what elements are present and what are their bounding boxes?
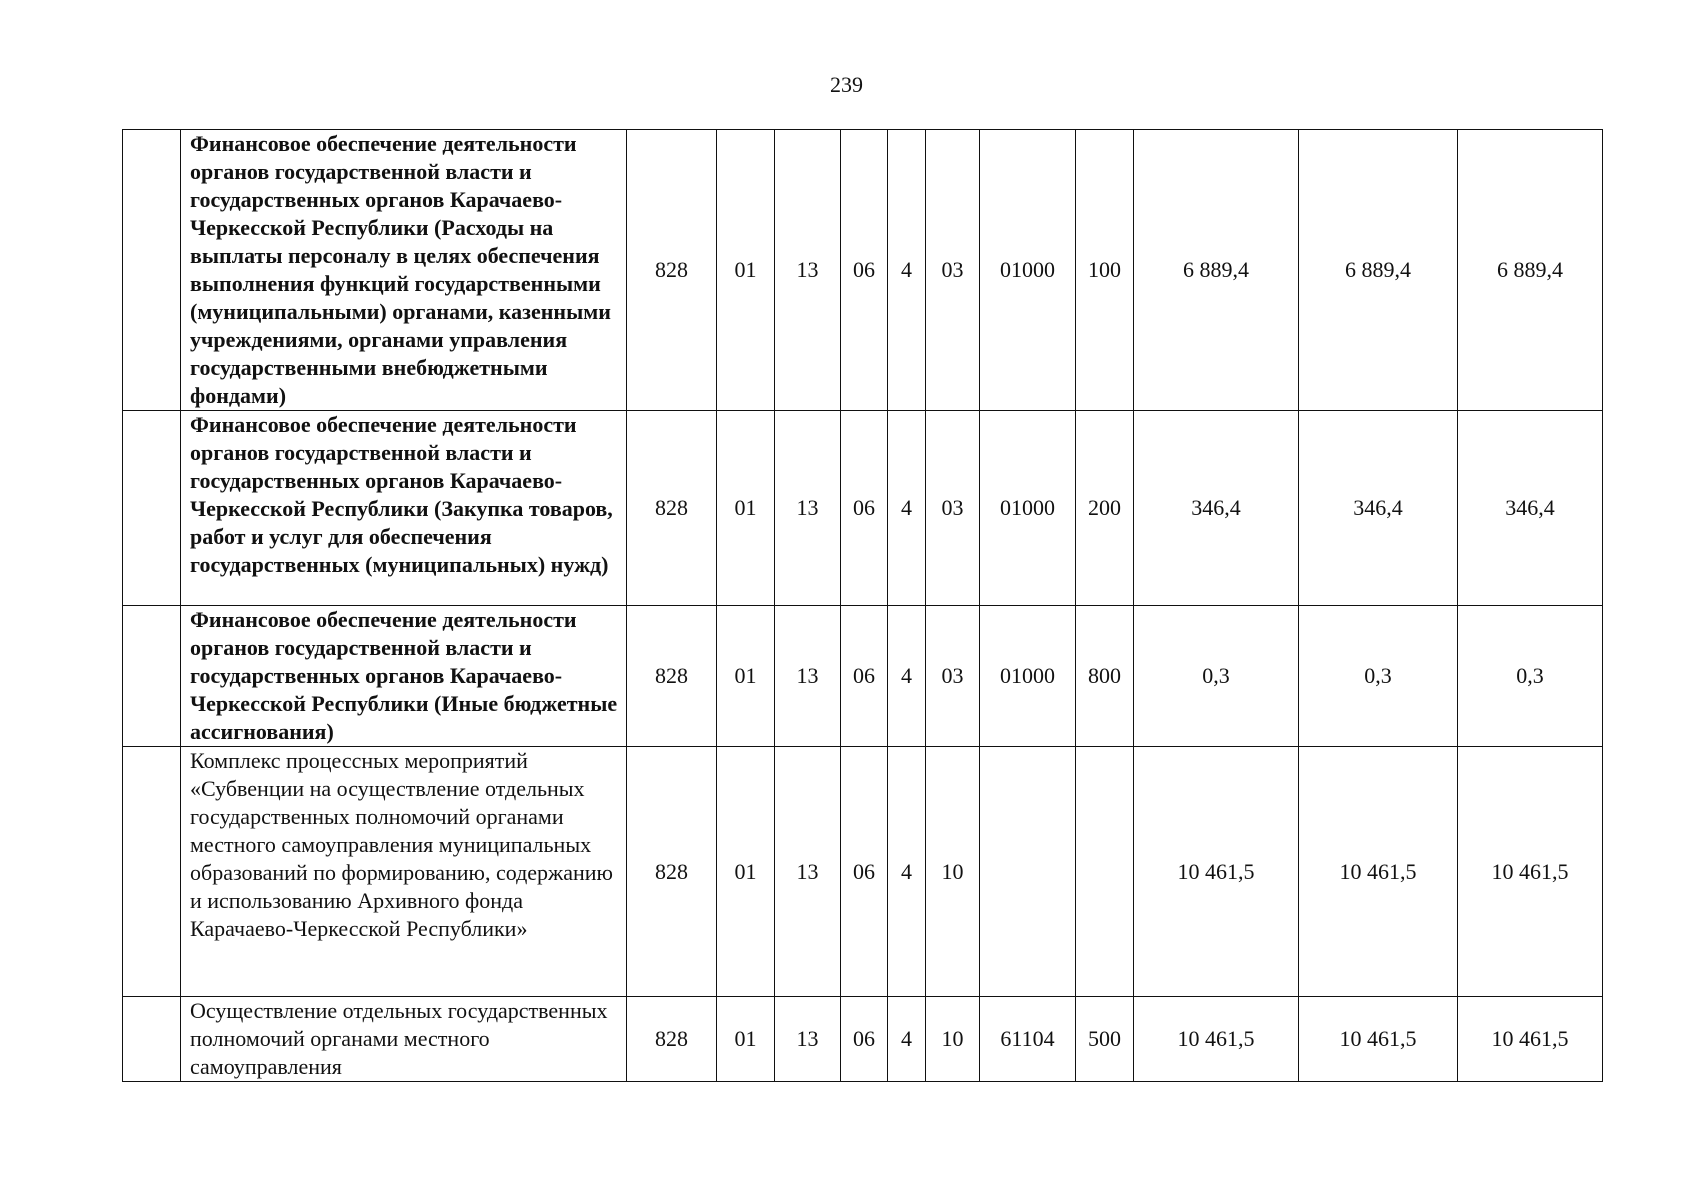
code-direction-cell: 01000 [980, 411, 1076, 606]
code-section-cell: 01 [717, 606, 775, 747]
row-index-cell [123, 606, 181, 747]
description-cell: Финансовое обеспечение деятельности органов государственной власти и государственных органов Карачаево-Черкесской Республики (Расходы на выплаты персоналу в целях обеспечения выполнения функций государственными (муниципальными) органами, казенными учреждениями, органами управления государственными внебюджетными фондами) [181, 130, 627, 411]
code-subsection-cell: 13 [775, 747, 841, 997]
description-cell: Осуществление отдельных государственных полномочий органами местного самоуправления [181, 997, 627, 1082]
table-row [123, 747, 1603, 997]
code-type-cell: 4 [888, 130, 926, 411]
code-type-cell: 4 [888, 747, 926, 997]
code-element-cell: 03 [926, 411, 980, 606]
description-cell: Комплекс процессных мероприятий «Субвенции на осуществление отдельных государственных полномочий органами местного самоуправления муниципальных образований по формированию, содержанию и использованию Архивного фонда Карачаево-Черкесской Республики» [181, 747, 627, 997]
table-row [123, 997, 1603, 1082]
code-subsection-cell: 13 [775, 606, 841, 747]
code-direction-cell: 61104 [980, 997, 1076, 1082]
code-subsection-cell: 13 [775, 997, 841, 1082]
amount-cell-1: 6 889,4 [1134, 130, 1299, 411]
code-expense-type-cell: 200 [1076, 411, 1134, 606]
code-element-cell: 10 [926, 747, 980, 997]
code-ministry-cell: 828 [627, 130, 717, 411]
table-row [123, 130, 1603, 411]
code-section-cell: 01 [717, 411, 775, 606]
code-expense-type-cell: 500 [1076, 997, 1134, 1082]
code-element-cell: 03 [926, 606, 980, 747]
row-index-cell [123, 130, 181, 411]
code-ministry-cell: 828 [627, 747, 717, 997]
code-direction-cell [980, 747, 1076, 997]
code-section-cell: 01 [717, 997, 775, 1082]
amount-cell-1: 10 461,5 [1134, 747, 1299, 997]
amount-cell-2: 0,3 [1299, 606, 1458, 747]
code-expense-type-cell [1076, 747, 1134, 997]
code-subsection-cell: 13 [775, 411, 841, 606]
amount-cell-2: 10 461,5 [1299, 997, 1458, 1082]
code-program-cell: 06 [841, 411, 888, 606]
code-direction-cell: 01000 [980, 130, 1076, 411]
table-row [123, 411, 1603, 606]
code-section-cell: 01 [717, 747, 775, 997]
code-expense-type-cell: 100 [1076, 130, 1134, 411]
code-program-cell: 06 [841, 997, 888, 1082]
row-index-cell [123, 411, 181, 606]
description-cell: Финансовое обеспечение деятельности органов государственной власти и государственных органов Карачаево-Черкесской Республики (Закупка товаров, работ и услуг для обеспечения государственных (муниципальных) нужд) [181, 411, 627, 606]
amount-cell-1: 10 461,5 [1134, 997, 1299, 1082]
amount-cell-3: 10 461,5 [1458, 747, 1603, 997]
table-row [123, 606, 1603, 747]
code-section-cell: 01 [717, 130, 775, 411]
code-ministry-cell: 828 [627, 411, 717, 606]
amount-cell-2: 10 461,5 [1299, 747, 1458, 997]
code-expense-type-cell: 800 [1076, 606, 1134, 747]
amount-cell-1: 0,3 [1134, 606, 1299, 747]
amount-cell-1: 346,4 [1134, 411, 1299, 606]
amount-cell-2: 346,4 [1299, 411, 1458, 606]
amount-cell-3: 0,3 [1458, 606, 1603, 747]
code-ministry-cell: 828 [627, 997, 717, 1082]
code-program-cell: 06 [841, 606, 888, 747]
code-element-cell: 10 [926, 997, 980, 1082]
code-program-cell: 06 [841, 747, 888, 997]
page-number: 239 [830, 72, 863, 97]
amount-cell-3: 6 889,4 [1458, 130, 1603, 411]
code-element-cell: 03 [926, 130, 980, 411]
code-type-cell: 4 [888, 997, 926, 1082]
code-type-cell: 4 [888, 411, 926, 606]
code-type-cell: 4 [888, 606, 926, 747]
amount-cell-3: 346,4 [1458, 411, 1603, 606]
code-ministry-cell: 828 [627, 606, 717, 747]
code-subsection-cell: 13 [775, 130, 841, 411]
budget-table [122, 129, 1603, 1082]
description-cell: Финансовое обеспечение деятельности органов государственной власти и государственных органов Карачаево-Черкесской Республики (Иные бюджетные ассигнования) [181, 606, 627, 747]
row-index-cell [123, 997, 181, 1082]
code-direction-cell: 01000 [980, 606, 1076, 747]
amount-cell-3: 10 461,5 [1458, 997, 1603, 1082]
row-index-cell [123, 747, 181, 997]
amount-cell-2: 6 889,4 [1299, 130, 1458, 411]
code-program-cell: 06 [841, 130, 888, 411]
